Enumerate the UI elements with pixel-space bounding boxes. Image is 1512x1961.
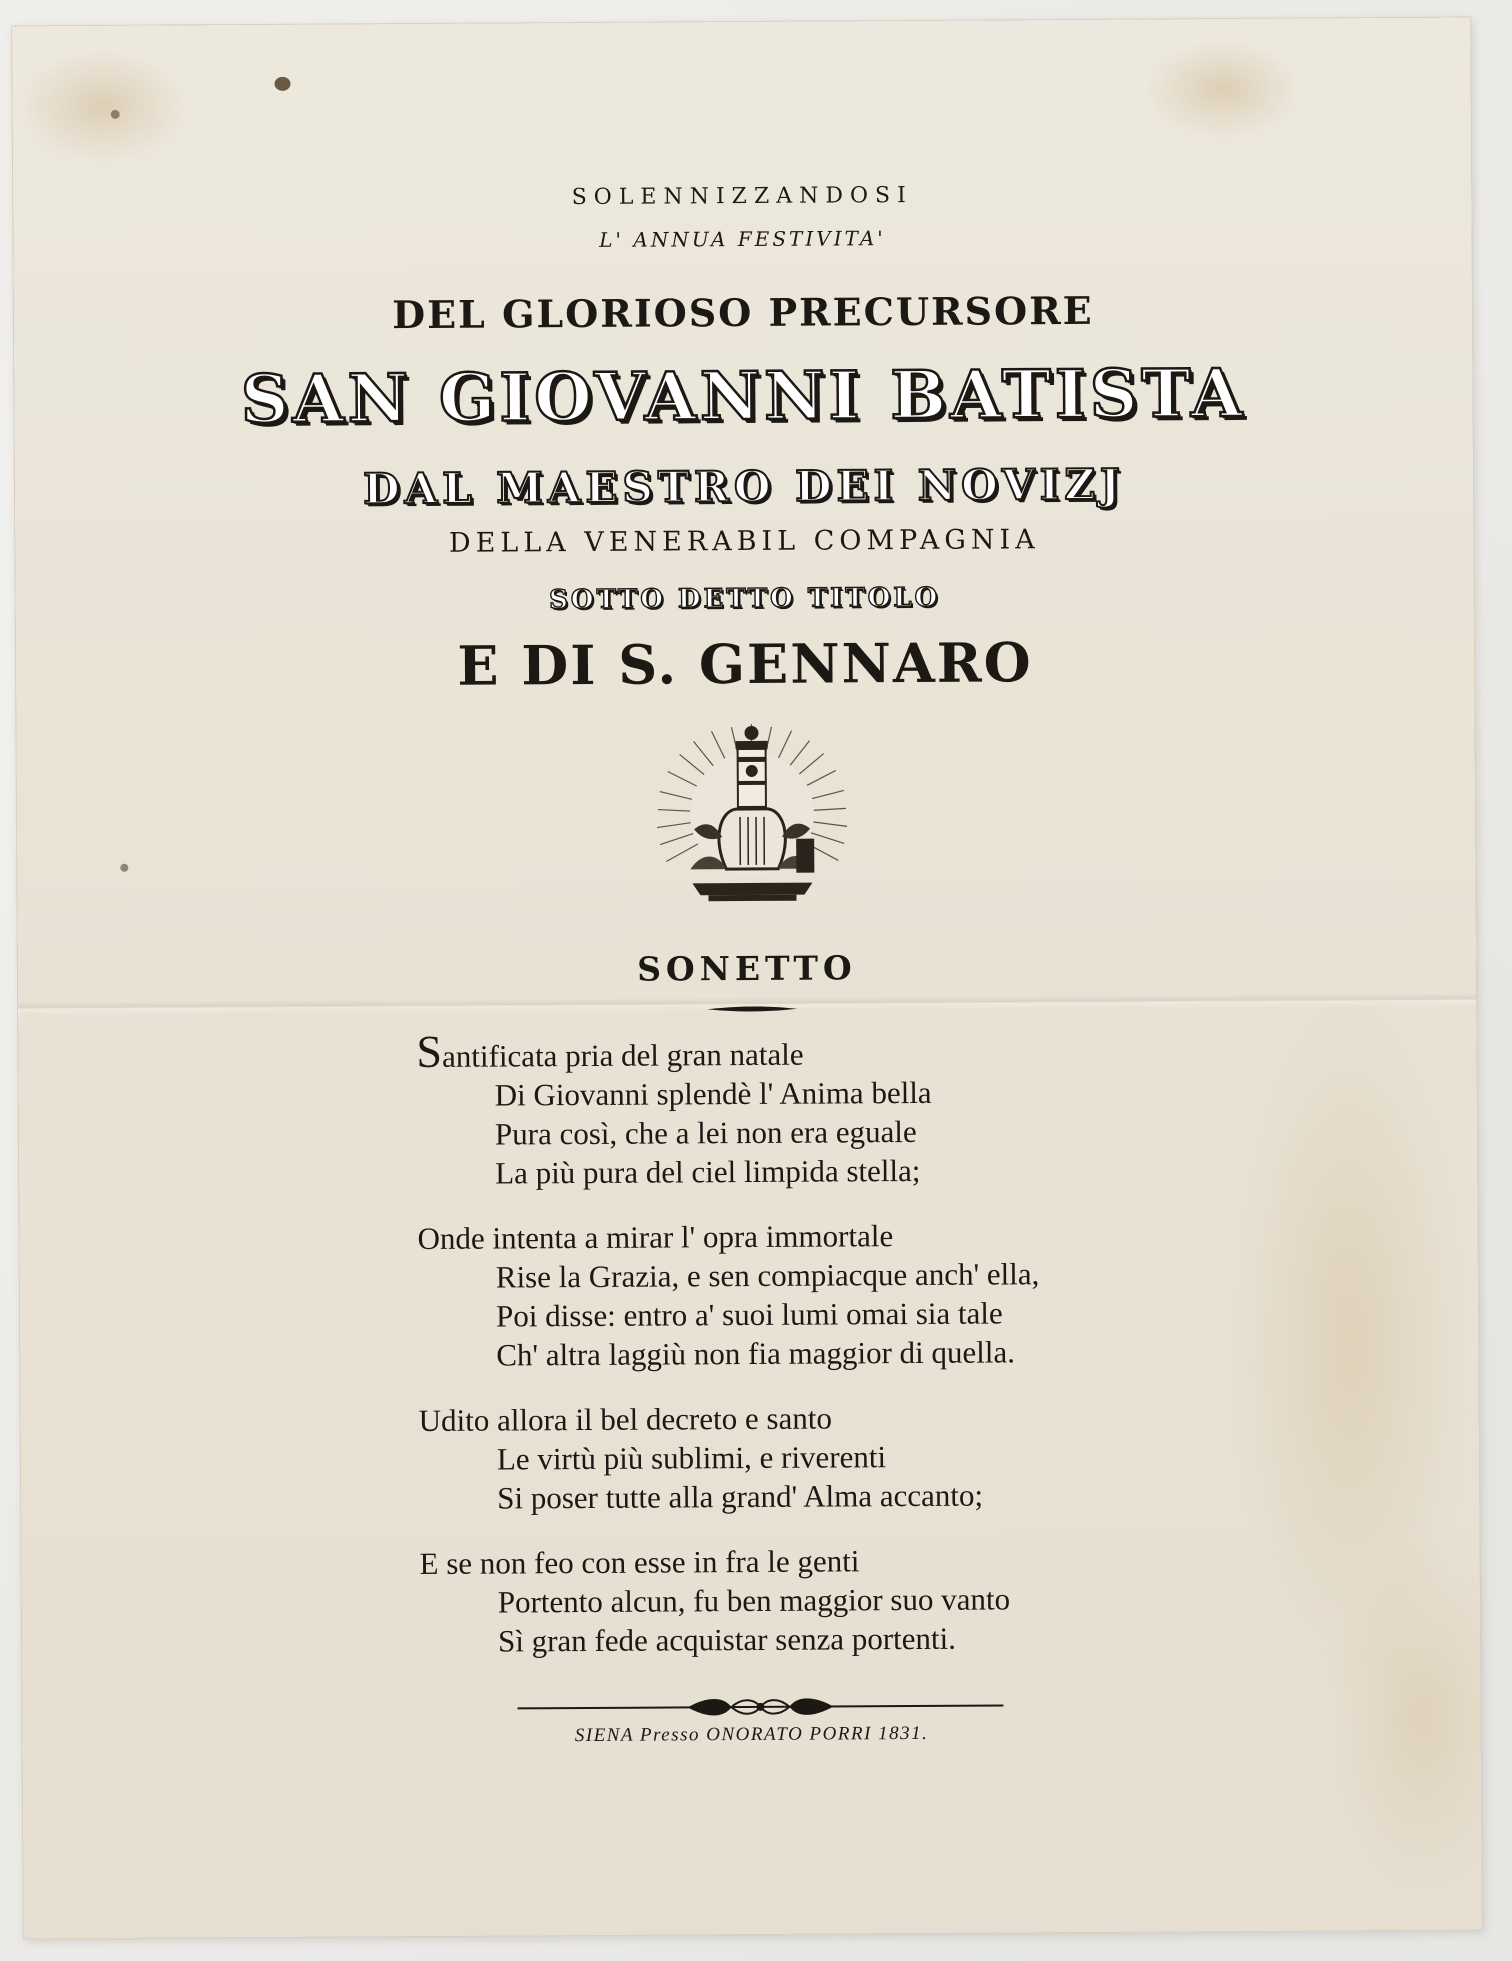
header-sotto-detto-titolo: SOTTO DETTO TITOLO	[549, 582, 941, 616]
drop-cap: S	[416, 1025, 443, 1078]
header-s-gennaro: E DI S. GENNARO	[457, 630, 1033, 698]
verse-line: Udito allora il bel decreto e santo	[418, 1400, 832, 1439]
header-glorioso-precursore: DEL GLORIOSO PRECURSORE	[392, 287, 1094, 338]
verse-line: Pura così, che a lei non era eguale	[494, 1113, 917, 1152]
verse-line: Sì gran fede acquistar senza portenti.	[497, 1620, 957, 1659]
header-solennizzandosi: SOLENNIZZANDOSI	[571, 182, 913, 211]
verse-line	[416, 1025, 1266, 1078]
verse-line: E se non feo con esse in fra le genti	[419, 1543, 860, 1582]
stain-spot	[274, 77, 290, 91]
verse-text: antificata pria del gran natale	[441, 1036, 804, 1074]
stain-spot	[120, 864, 128, 872]
lyre-altar-emblem-icon	[651, 718, 852, 915]
stanza-3	[419, 1396, 1270, 1518]
stanza-4	[419, 1539, 1270, 1661]
broadside-sheet	[12, 18, 1482, 1939]
ornamental-rule	[517, 1692, 1003, 1721]
stanza-2	[417, 1214, 1268, 1375]
stanza-1	[416, 1025, 1267, 1193]
title-underline-rule	[707, 1004, 797, 1015]
header-maestro-novizj: DAL MAESTRO DEI NOVIZJ	[363, 459, 1125, 514]
stain-spot	[111, 110, 120, 119]
printer-imprint: SIENA Presso ONORATO PORRI 1831.	[574, 1722, 929, 1747]
verse-line: Poi disse: entro a' suoi lumi omai sia tale	[495, 1295, 1003, 1334]
verse-line: Rise la Grazia, e sen compiacque anch' ella,	[495, 1256, 1040, 1295]
verse-line: Le virtù più sublimi, e riverenti	[496, 1439, 887, 1477]
header-san-giovanni-batista: SAN GIOVANNI BATISTA	[240, 353, 1247, 439]
verse-line: Si poser tutte alla grand' Alma accanto;	[497, 1477, 984, 1516]
verse-line: Portento alcun, fu ben maggior suo vanto	[497, 1581, 1011, 1620]
verse-line: Ch' altra laggiù non fia maggior di quella.	[496, 1334, 1016, 1373]
verse-line: Onde intenta a mirar l' opra immortale	[417, 1218, 894, 1257]
verse-line: Di Giovanni splendè l' Anima bella	[494, 1074, 932, 1113]
sonnet-body	[416, 1025, 1270, 1687]
sonnet-title: SONETTO	[637, 948, 857, 989]
verse-line: La più pura del ciel limpida stella;	[495, 1152, 921, 1191]
header-annua-festivita: L' ANNUA FESTIVITA'	[599, 226, 886, 252]
header-venerabil-compagnia: DELLA VENERABIL COMPAGNIA	[448, 524, 1040, 559]
